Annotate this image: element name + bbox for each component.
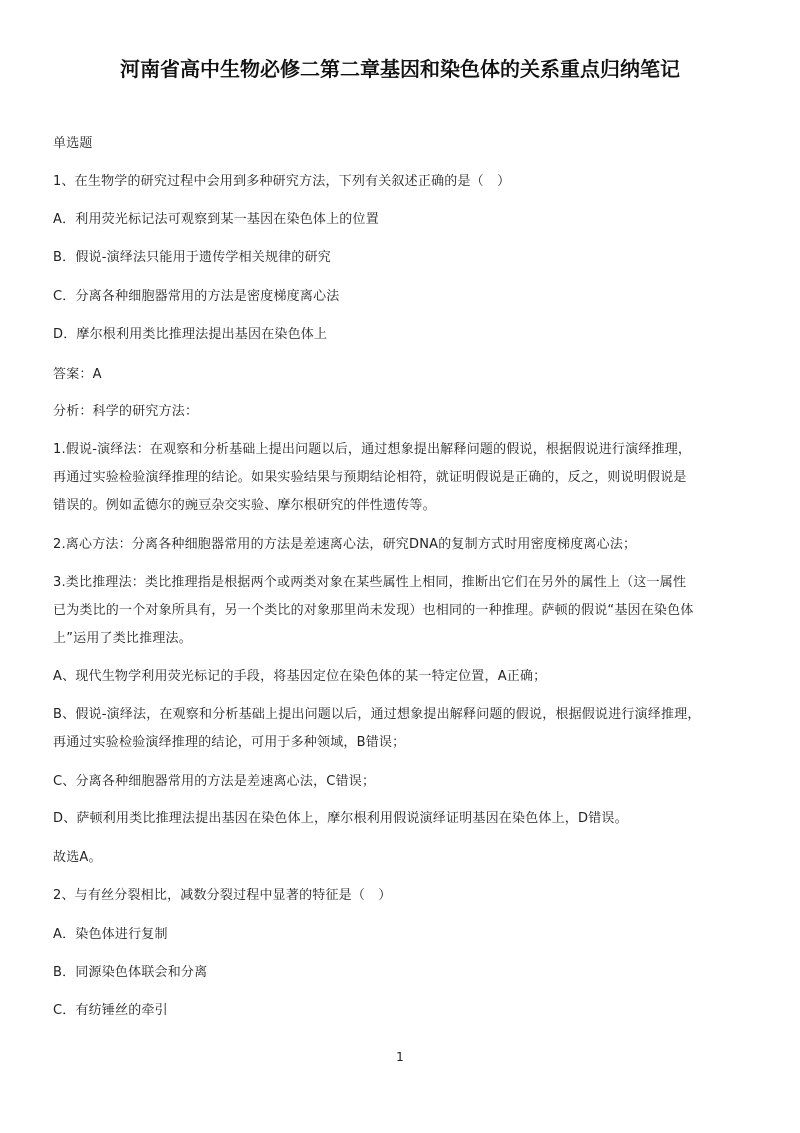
explanation-d: D、萨顿利用类比推理法提出基因在染色体上，摩尔根利用假说演绎证明基因在染色体上，D错误。 — [53, 811, 628, 826]
analysis-point-3-line-1: 3.类比推理法：类比推理指是根据两个或两类对象在某些属性上相同，推断出它们在另外的属性上（这一属性 — [53, 575, 687, 590]
question-2-option-b: B．同源染色体联会和分离 — [53, 965, 208, 980]
question-2-stem: 2、与有丝分裂相比，减数分裂过程中显著的特征是（ ） — [53, 888, 392, 903]
analysis-point-1-line-3: 错误的。例如孟德尔的豌豆杂交实验、摩尔根研究的伴性遗传等。 — [53, 498, 436, 513]
analysis-point-2: 2.离心方法：分离各种细胞器常用的方法是差速离心法，研究DNA的复制方式时用密度梯度离心法； — [53, 537, 637, 552]
explanation-b-line-1: B、假说-演绎法，在观察和分析基础上提出问题以后，通过想象提出解释问题的假说，根据假说进行演绎推理， — [53, 707, 701, 722]
analysis-point-1-line-2: 再通过实验检验演绎推理的结论。如果实验结果与预期结论相符，就证明假说是正确的，反之，则说明假说是 — [53, 470, 687, 485]
question-2-option-c: C．有纺锤丝的牵引 — [53, 1003, 168, 1018]
question-1-option-a: A．利用荧光标记法可观察到某一基因在染色体上的位置 — [53, 212, 379, 227]
question-2-option-a: A．染色体进行复制 — [53, 927, 168, 942]
question-1-stem: 1、在生物学的研究过程中会用到多种研究方法，下列有关叙述正确的是（ ） — [53, 174, 511, 189]
analysis-point-3-line-2: 已为类比的一个对象所具有，另一个类比的对象那里尚未发现）也相同的一种推理。萨顿的假说“基因在染色体 — [53, 603, 694, 618]
section-label: 单选题 — [53, 136, 93, 151]
page-number: 1 — [396, 1050, 404, 1064]
explanation-b-line-2: 再通过实验检验演绎推理的结论，可用于多种领域，B错误； — [53, 735, 406, 750]
question-1-option-d: D．摩尔根利用类比推理法提出基因在染色体上 — [53, 327, 328, 342]
question-1-option-b: B．假说-演绎法只能用于遗传学相关规律的研究 — [53, 250, 332, 265]
question-1-option-c: C．分离各种细胞器常用的方法是密度梯度离心法 — [53, 289, 340, 304]
explanation-a: A、现代生物学利用荧光标记的手段，将基因定位在染色体的某一特定位置，A正确； — [53, 669, 547, 684]
document-title: 河南省高中生物必修二第二章基因和染色体的关系重点归纳笔记 — [120, 57, 680, 81]
conclusion: 故选A。 — [53, 850, 102, 865]
analysis-heading: 分析：科学的研究方法： — [53, 404, 199, 419]
explanation-c: C、分离各种细胞器常用的方法是差速离心法，C错误； — [53, 774, 376, 789]
question-1-answer: 答案：A — [53, 367, 102, 382]
analysis-point-1-line-1: 1.假说-演绎法：在观察和分析基础上提出问题以后，通过想象提出解释问题的假说，根据假说进行演绎推理， — [53, 442, 692, 457]
analysis-point-3-line-3: 上”运用了类比推理法。 — [53, 631, 192, 646]
